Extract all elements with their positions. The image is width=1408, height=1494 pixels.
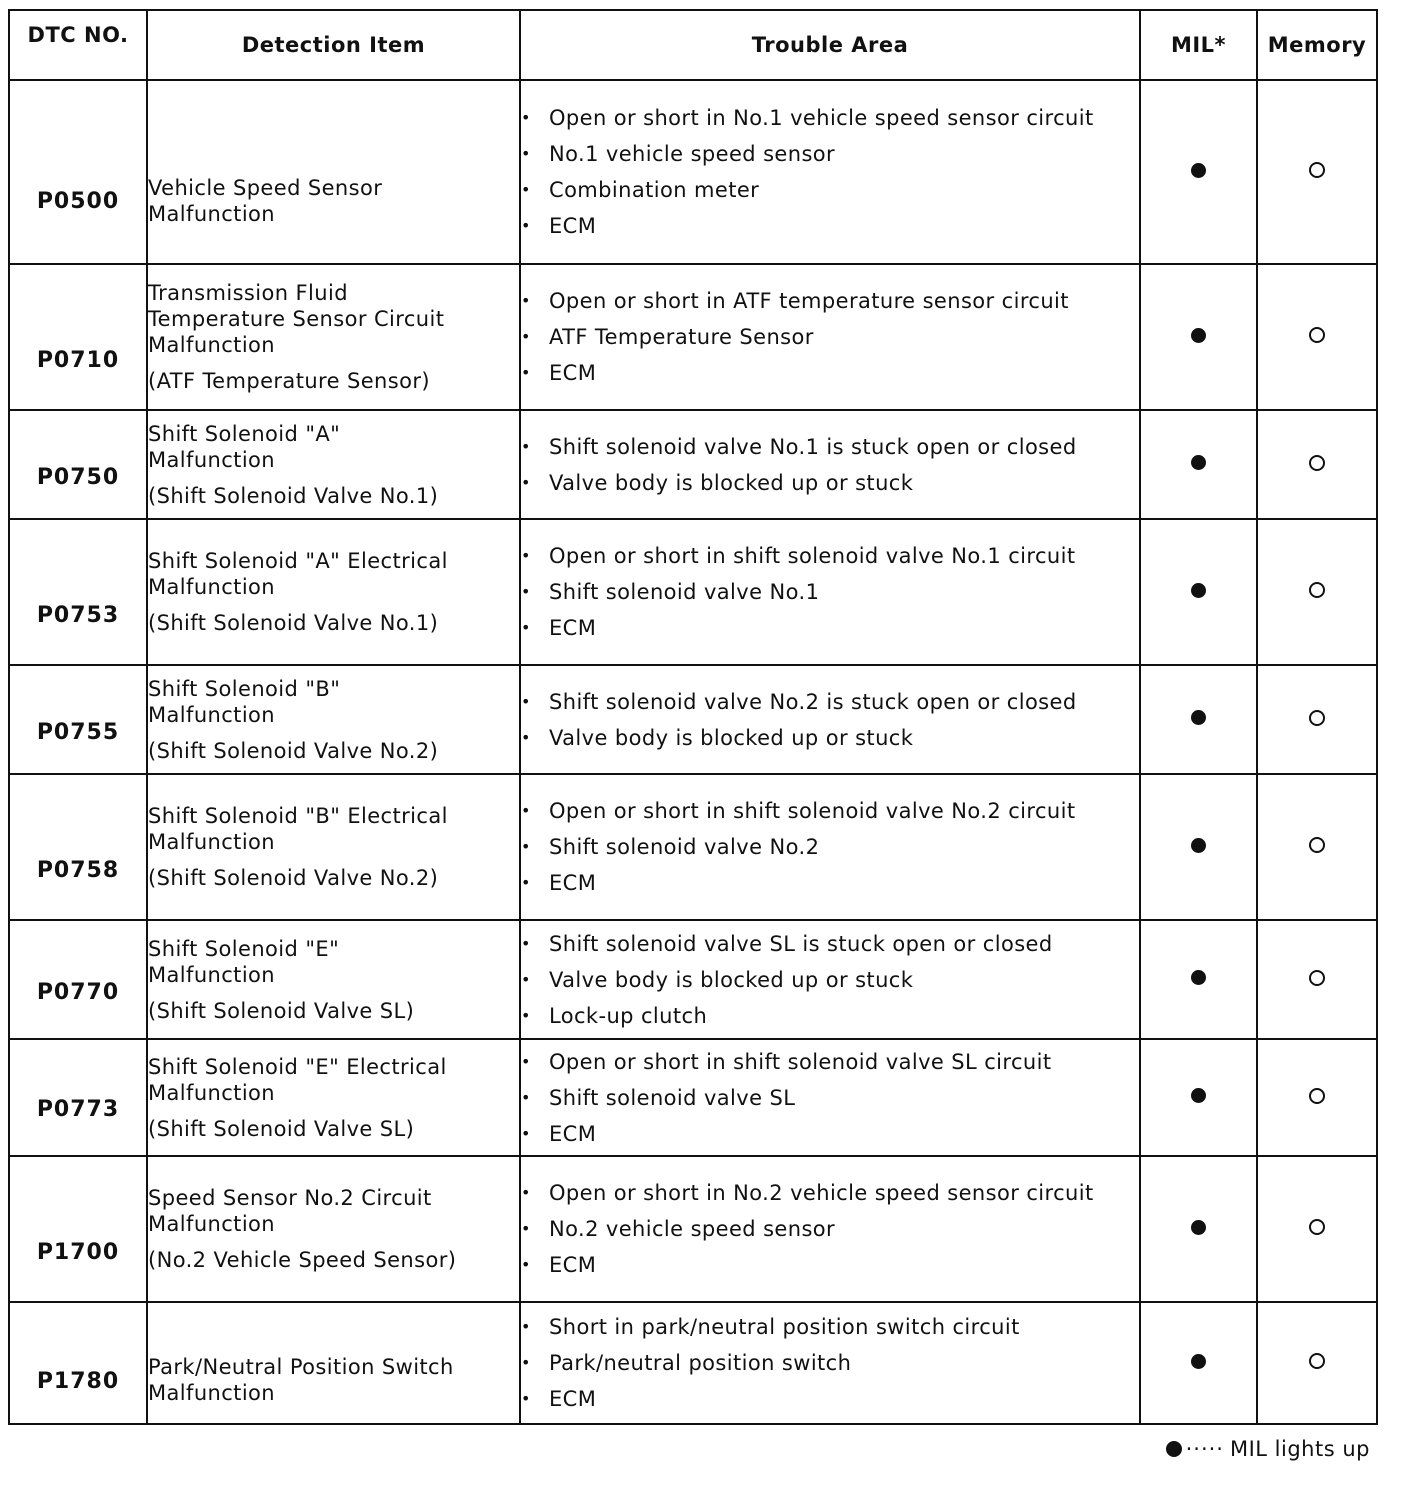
detection-item <box>147 1302 520 1424</box>
detection-item-line: Malfunction <box>148 1080 276 1105</box>
trouble-item: • ECM <box>521 870 1139 896</box>
mil-cell <box>1140 1039 1257 1156</box>
detection-item-line: Temperature Sensor Circuit <box>148 307 445 331</box>
trouble-item: • Open or short in shift solenoid valve No.1 circuit <box>521 543 1139 569</box>
trouble-area <box>520 410 1140 519</box>
legend <box>1166 1437 1370 1461</box>
trouble-list <box>521 105 1139 239</box>
trouble-item: • Short in park/neutral position switch circuit <box>521 1314 1139 1340</box>
header-detection-item: Detection Item <box>147 10 520 80</box>
mil-on-icon <box>1191 163 1206 178</box>
trouble-item: • ECM <box>521 1386 1139 1412</box>
trouble-list <box>521 1180 1139 1278</box>
detection-item-sub: (Shift Solenoid Valve SL) <box>148 998 415 1023</box>
trouble-item: • ECM <box>521 615 1139 641</box>
trouble-item: • Shift solenoid valve SL <box>521 1085 1139 1111</box>
mil-cell <box>1140 519 1257 665</box>
detection-item <box>147 264 520 410</box>
detection-item-sub: (ATF Temperature Sensor) <box>148 369 430 393</box>
trouble-item: • Open or short in ATF temperature sensor circuit <box>521 288 1139 314</box>
detection-item-sub: (Shift Solenoid Valve No.1) <box>148 483 439 508</box>
detection-item-sub: (Shift Solenoid Valve No.2) <box>148 866 439 890</box>
detection-item-line: Malfunction <box>148 830 276 854</box>
table-row <box>9 920 1377 1039</box>
trouble-item: • Open or short in No.1 vehicle speed sensor circuit <box>521 105 1139 131</box>
table-body <box>9 80 1377 1424</box>
trouble-item: • Open or short in shift solenoid valve No.2 circuit <box>521 798 1139 824</box>
trouble-item: • ECM <box>521 213 1139 239</box>
memory-cell <box>1257 1302 1377 1424</box>
detection-item-line: Malfunction <box>148 702 276 727</box>
dtc-code: P1700 <box>9 1156 147 1302</box>
table-row <box>9 80 1377 264</box>
trouble-item: • Valve body is blocked up or stuck <box>521 725 1139 751</box>
table-row <box>9 519 1377 665</box>
table-row <box>9 774 1377 920</box>
detection-item-line: Vehicle Speed Sensor <box>148 176 383 200</box>
memory-stored-icon <box>1309 1219 1325 1235</box>
mil-on-icon <box>1166 1441 1182 1457</box>
trouble-item: • Valve body is blocked up or stuck <box>521 470 1139 496</box>
memory-cell <box>1257 519 1377 665</box>
header-trouble-area: Trouble Area <box>520 10 1140 80</box>
dtc-table <box>8 9 1378 1425</box>
trouble-list <box>521 689 1139 751</box>
dtc-code: P0753 <box>9 519 147 665</box>
dtc-code: P0500 <box>9 80 147 264</box>
detection-item <box>147 80 520 264</box>
memory-cell <box>1257 1156 1377 1302</box>
detection-item-line: Malfunction <box>148 1212 276 1236</box>
detection-item <box>147 410 520 519</box>
detection-item-line: Shift Solenoid "E" <box>148 936 340 961</box>
memory-cell <box>1257 665 1377 774</box>
trouble-list <box>521 1314 1139 1412</box>
mil-cell <box>1140 1302 1257 1424</box>
trouble-item: • Valve body is blocked up or stuck <box>521 967 1139 993</box>
trouble-item: • No.2 vehicle speed sensor <box>521 1216 1139 1242</box>
trouble-item: • Shift solenoid valve No.1 is stuck open or closed <box>521 434 1139 460</box>
detection-item-line: Malfunction <box>148 447 276 472</box>
detection-item-line: Shift Solenoid "B" Electrical <box>148 804 448 828</box>
mil-on-icon <box>1191 970 1206 985</box>
mil-on-icon <box>1191 1088 1206 1103</box>
memory-stored-icon <box>1309 710 1325 726</box>
header-dtc-no: DTC NO. <box>9 10 147 80</box>
trouble-list <box>521 288 1139 386</box>
memory-cell <box>1257 920 1377 1039</box>
trouble-list <box>521 1049 1139 1147</box>
trouble-item: • ECM <box>521 1252 1139 1278</box>
header-memory: Memory <box>1257 10 1377 80</box>
trouble-area <box>520 264 1140 410</box>
mil-on-icon <box>1191 328 1206 343</box>
trouble-item: • Lock-up clutch <box>521 1003 1139 1029</box>
detection-item-sub: (No.2 Vehicle Speed Sensor) <box>148 1248 457 1272</box>
detection-item-line: Transmission Fluid <box>148 281 348 305</box>
trouble-area <box>520 80 1140 264</box>
table-row <box>9 264 1377 410</box>
trouble-item: • Shift solenoid valve No.2 <box>521 834 1139 860</box>
trouble-item: • Open or short in No.2 vehicle speed sensor circuit <box>521 1180 1139 1206</box>
detection-item <box>147 665 520 774</box>
memory-stored-icon <box>1309 837 1325 853</box>
table-row <box>9 410 1377 519</box>
table-row <box>9 1039 1377 1156</box>
memory-stored-icon <box>1309 455 1325 471</box>
memory-cell <box>1257 1039 1377 1156</box>
memory-stored-icon <box>1309 970 1325 986</box>
detection-item-sub: (Shift Solenoid Valve No.1) <box>148 611 439 635</box>
trouble-item: • Combination meter <box>521 177 1139 203</box>
detection-item-line: Malfunction <box>148 202 276 226</box>
detection-item-sub: (Shift Solenoid Valve SL) <box>148 1116 415 1141</box>
legend-leader: ····· <box>1185 1437 1224 1461</box>
trouble-area <box>520 519 1140 665</box>
detection-item <box>147 519 520 665</box>
detection-item-line: Malfunction <box>148 333 276 357</box>
trouble-item: • Shift solenoid valve SL is stuck open or closed <box>521 931 1139 957</box>
trouble-item: • Shift solenoid valve No.2 is stuck open or closed <box>521 689 1139 715</box>
header-row <box>9 10 1377 80</box>
mil-cell <box>1140 774 1257 920</box>
trouble-area <box>520 1039 1140 1156</box>
dtc-code: P0710 <box>9 264 147 410</box>
memory-stored-icon <box>1309 1353 1325 1369</box>
trouble-area <box>520 665 1140 774</box>
mil-on-icon <box>1191 455 1206 470</box>
memory-cell <box>1257 264 1377 410</box>
mil-cell <box>1140 264 1257 410</box>
detection-item <box>147 1039 520 1156</box>
trouble-list <box>521 798 1139 896</box>
memory-stored-icon <box>1309 327 1325 343</box>
detection-item-line: Shift Solenoid "A" Electrical <box>148 549 448 573</box>
detection-item-line: Park/Neutral Position Switch <box>148 1355 454 1379</box>
detection-item <box>147 774 520 920</box>
trouble-item: • Open or short in shift solenoid valve SL circuit <box>521 1049 1139 1075</box>
trouble-area <box>520 1156 1140 1302</box>
trouble-item: • ECM <box>521 360 1139 386</box>
trouble-list <box>521 543 1139 641</box>
legend-text: MIL lights up <box>1230 1437 1370 1461</box>
trouble-area <box>520 1302 1140 1424</box>
mil-cell <box>1140 410 1257 519</box>
dtc-code: P0758 <box>9 774 147 920</box>
memory-stored-icon <box>1309 582 1325 598</box>
mil-on-icon <box>1191 583 1206 598</box>
detection-item-line: Shift Solenoid "B" <box>148 676 341 701</box>
mil-on-icon <box>1191 1354 1206 1369</box>
mil-cell <box>1140 920 1257 1039</box>
trouble-area <box>520 774 1140 920</box>
mil-on-icon <box>1191 710 1206 725</box>
dtc-code: P0755 <box>9 665 147 774</box>
memory-cell <box>1257 80 1377 264</box>
detection-item-line: Malfunction <box>148 575 276 599</box>
detection-item-line: Malfunction <box>148 1381 276 1405</box>
detection-item-line: Shift Solenoid "E" Electrical <box>148 1054 447 1079</box>
mil-on-icon <box>1191 838 1206 853</box>
memory-stored-icon <box>1309 1088 1325 1104</box>
trouble-item: • ECM <box>521 1121 1139 1147</box>
dtc-code: P0773 <box>9 1039 147 1156</box>
table-row <box>9 1302 1377 1424</box>
detection-item-sub: (Shift Solenoid Valve No.2) <box>148 738 439 763</box>
mil-cell <box>1140 665 1257 774</box>
detection-item <box>147 1156 520 1302</box>
dtc-code: P0750 <box>9 410 147 519</box>
mil-on-icon <box>1191 1220 1206 1235</box>
trouble-area <box>520 920 1140 1039</box>
trouble-item: • Shift solenoid valve No.1 <box>521 579 1139 605</box>
detection-item <box>147 920 520 1039</box>
memory-cell <box>1257 410 1377 519</box>
detection-item-line: Shift Solenoid "A" <box>148 421 341 446</box>
header-mil: MIL* <box>1140 10 1257 80</box>
detection-item-line: Speed Sensor No.2 Circuit <box>148 1186 432 1210</box>
dtc-code: P0770 <box>9 920 147 1039</box>
memory-cell <box>1257 774 1377 920</box>
table-row <box>9 665 1377 774</box>
mil-cell <box>1140 1156 1257 1302</box>
trouble-item: • ATF Temperature Sensor <box>521 324 1139 350</box>
mil-cell <box>1140 80 1257 264</box>
table-row <box>9 1156 1377 1302</box>
trouble-item: • Park/neutral position switch <box>521 1350 1139 1376</box>
memory-stored-icon <box>1309 162 1325 178</box>
trouble-list <box>521 434 1139 496</box>
trouble-item: • No.1 vehicle speed sensor <box>521 141 1139 167</box>
trouble-list <box>521 931 1139 1029</box>
detection-item-line: Malfunction <box>148 962 276 987</box>
dtc-code: P1780 <box>9 1302 147 1424</box>
